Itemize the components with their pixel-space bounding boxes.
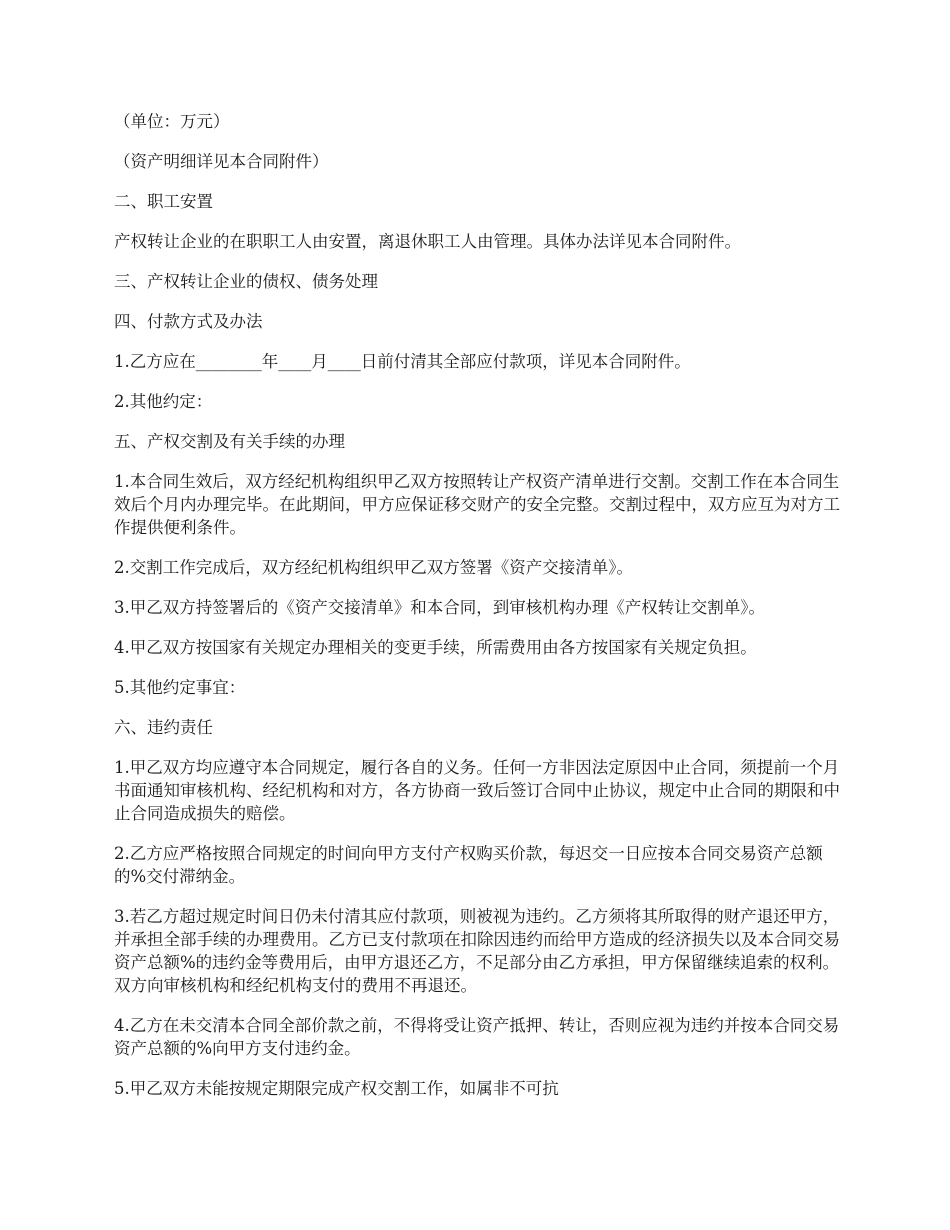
document-body — [114, 110, 854, 1117]
section-heading-staff: 二、职工安置 — [114, 192, 213, 211]
transfer-clause-1: 1.本合同生效后，双方经纪机构组织甲乙双方按照转让产权资产清单进行交割。交割工作在本合同生效后个月内办理完毕。在此期间，甲方应保证移交财产的安全完整。交割过程中，双方应互为对方工作提供便利条件。 — [114, 472, 840, 537]
payment-clause-2: 2.其他约定： — [114, 392, 213, 411]
payment-clause-1: 1.乙方应在________年____月____日前付清其全部应付款项，详见本合同附件。 — [114, 352, 691, 371]
transfer-clause-5: 5.其他约定事宜： — [114, 678, 246, 697]
liability-clause-2: 2.乙方应严格按照合同规定的时间向甲方支付产权购买价款，每迟交一日应按本合同交易资产总额的%交付滞纳金。 — [114, 844, 823, 886]
liability-clause-1: 1.甲乙双方均应遵守本合同规定，履行各自的义务。任何一方非因法定原因中止合同，须提前一个月书面通知审核机构、经纪机构和对方，各方协商一致后签订合同中止协议，规定中止合同的期限和中止合同造成损失的赔偿。 — [114, 758, 840, 823]
liability-clause-5: 5.甲乙双方未能按规定期限完成产权交割工作，如属非不可抗 — [114, 1079, 559, 1098]
section-heading-transfer: 五、产权交割及有关手续的办理 — [114, 432, 345, 451]
section-heading-payment: 四、付款方式及办法 — [114, 312, 263, 331]
liability-clause-4: 4.乙方在未交清本合同全部价款之前，不得将受让资产抵押、转让，否则应视为违约并按本合同交易资产总额的%向甲方支付违约金。 — [114, 1016, 840, 1058]
staff-paragraph: 产权转让企业的在职职工人由安置，离退休职工人由管理。具体办法详见本合同附件。 — [114, 232, 741, 251]
section-heading-liability: 六、违约责任 — [114, 718, 213, 737]
transfer-clause-3: 3.甲乙双方持签署后的《资产交接清单》和本合同，到审核机构办理《产权转让交割单》。 — [114, 598, 765, 617]
section-heading-debts: 三、产权转让企业的债权、债务处理 — [114, 272, 378, 291]
unit-note: （单位：万元） — [114, 112, 230, 131]
liability-clause-3: 3.若乙方超过规定时间日仍未付清其应付款项，则被视为违约。乙方须将其所取得的财产退还甲方，并承担全部手续的办理费用。乙方已支付款项在扣除因违约而给甲方造成的经济损失以及本合同交易资产总额%的违约金等费用后，由甲方退还乙方，不足部分由乙方承担，甲方保留继续追索的权利。双方向审核机构和经纪机构支付的费用不再退还。 — [114, 907, 840, 995]
transfer-clause-2: 2.交割工作完成后，双方经纪机构组织甲乙双方签署《资产交接清单》。 — [114, 558, 633, 577]
asset-detail-note: （资产明细详见本合同附件） — [114, 152, 329, 171]
transfer-clause-4: 4.甲乙双方按国家有关规定办理相关的变更手续，所需费用由各方按国家有关规定负担。 — [114, 638, 757, 657]
